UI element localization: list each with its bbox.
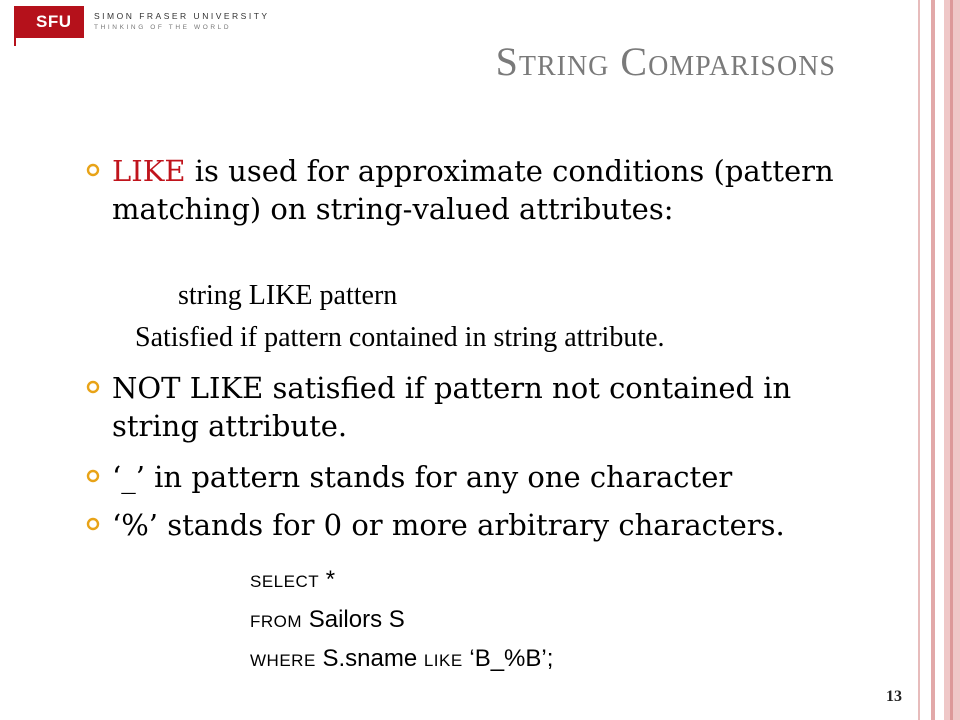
bullet-icon xyxy=(86,369,112,445)
logo-badge: SFU xyxy=(14,6,84,38)
bullet-text: ‘%’ stands for 0 or more arbitrary characters. xyxy=(112,508,785,542)
sql-keyword: FROM xyxy=(250,612,303,631)
logo-text xyxy=(94,11,270,33)
logo-university-name: SIMON FRASER UNIVERSITY xyxy=(94,11,270,21)
sql-keyword: WHERE xyxy=(250,651,316,670)
syntax-line: string LIKE pattern xyxy=(178,280,398,311)
decorative-band xyxy=(931,0,935,720)
sql-keyword: SELECT xyxy=(250,572,320,591)
sql-value: Sailors S xyxy=(302,606,405,633)
sql-value: * xyxy=(319,566,336,593)
sql-keyword: LIKE xyxy=(423,651,463,670)
decorative-band xyxy=(950,0,953,720)
sql-where-line xyxy=(250,645,553,673)
bullet-text: is used for approximate conditions (pattern matching) on string-valued attributes: xyxy=(112,154,834,226)
bullet-text: NOT LIKE satisfied if pattern not contained in string attribute. xyxy=(112,371,792,443)
logo-tagline: THINKING OF THE WORLD xyxy=(94,24,232,31)
bullet-icon xyxy=(86,152,112,228)
slide-title: String Comparisons xyxy=(495,39,836,84)
bullet-item-percent xyxy=(86,506,886,544)
bullet-text: ‘_’ in pattern stands for any one character xyxy=(112,460,733,494)
satisfied-line: Satisfied if pattern contained in string attribute. xyxy=(135,322,665,353)
bullet-item-not-like xyxy=(86,369,886,445)
bullet-icon xyxy=(86,458,112,496)
sql-from-line xyxy=(250,606,405,634)
decorative-band xyxy=(918,0,920,720)
bullet-item-underscore xyxy=(86,458,886,496)
university-logo xyxy=(14,6,270,38)
page-number: 13 xyxy=(886,688,902,705)
bullet-icon xyxy=(86,506,112,544)
sql-value: ‘B_%B’; xyxy=(462,645,554,672)
bullet-item-like xyxy=(86,152,886,228)
like-keyword: LIKE xyxy=(112,154,186,188)
logo-divider xyxy=(14,38,16,46)
sql-value: S.sname xyxy=(315,645,424,672)
sql-select-line xyxy=(250,566,335,594)
